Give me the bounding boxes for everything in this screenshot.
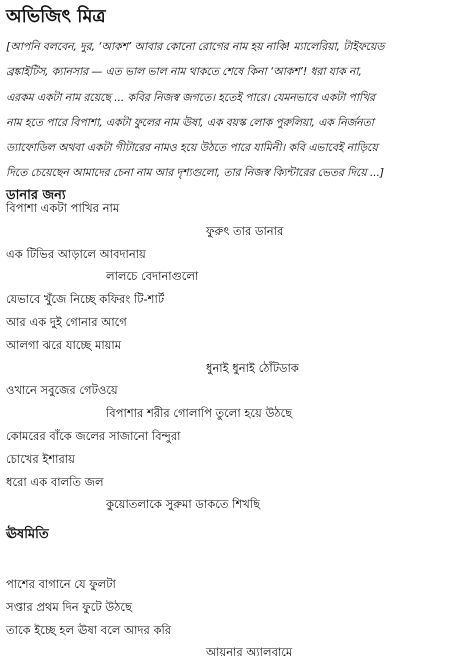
verse-line: ধরো এক বালতি জল <box>6 474 104 489</box>
verse-line: কুয়োতলাকে সুরুমা ডাকতে শিখছি <box>106 497 261 512</box>
verse-line: আর এক দুই গোনার আগে <box>6 314 127 329</box>
verse-line: যেভাবে খুঁজে নিচ্ছে কফিরং টি-শার্ট <box>6 292 165 307</box>
intro-line: [আপনি বলবেন, দুর, ‘আকশ’ আবার কোনো রোগের নাম হয় নাকি! ম্যালেরিয়া, টাইফয়েড <box>6 40 385 53</box>
verse-line: এক টিভির আড়ালে আবদানায় <box>6 246 146 261</box>
poem-title: ঊষমিতি <box>6 527 49 542</box>
intro-line: ড্যাফোডিল অথবা একটা গীটারের নামও হয়ে উঠতে পারে যামিনী। কবি এভাবেই নাড়িয়ে <box>6 141 378 155</box>
poem-verse <box>6 197 299 516</box>
verse-line: আয়নার অ্যালবামে <box>206 645 293 660</box>
verse-line: কোমরের বাঁকে জলের সাজানো বিন্দুরা <box>6 428 181 443</box>
verse-line: ফুরুৎ তার ডানার <box>206 223 284 238</box>
author-name: অভিজিৎ মিত্র <box>6 6 106 27</box>
poem-verse <box>6 573 292 664</box>
verse-line: তাকে ইচ্ছে হল ঊষা বলে আদর করি <box>6 622 172 637</box>
verse-line: বিপাশার শরীর গোলাপি তুলো হয়ে উঠছে <box>106 406 293 421</box>
verse-line: বিপাশা একটা পাখির নাম <box>6 201 120 215</box>
verse-line: লালচে বেদানাগুলো <box>106 269 199 284</box>
intro-line: নাম হতে পারে বিপাশা, একটা ফুলের নাম ঊষা, এক বয়স্ক লোক পুরুলিয়া, এক নির্জনতা <box>6 115 374 129</box>
intro-paragraph <box>6 34 456 186</box>
intro-line: এরকম একটা নাম রয়েছে ... কবির নিজস্ব জগতে। হতেই পারে। যেমনভাবে একটা পাখির <box>6 90 375 104</box>
verse-line: পাশের বাগানে যে ফুলটা <box>6 577 116 591</box>
intro-line: ব্রঙ্কাইটিস, ক্যানসার — এত ভাল ভাল নাম থাকতে শেষে কিনা ‘আকশ’! ধরা যাক না, <box>6 65 362 79</box>
intro-line: দিতে চেয়েছেন আমাদের চেনা নাম আর দৃশ্যগুলো, তার নিজস্ব ক্যিন্টারের ভেতর দিয়ে ...] <box>6 166 384 180</box>
verse-line: চোখের ইশারায় <box>6 451 75 466</box>
verse-line: ওখানে সবুজের গেটওয়ে <box>6 383 118 398</box>
poem-title: ডানার জন্য <box>6 188 66 203</box>
verse-line: ধুনাই ধুনাই ঠোঁটডাক <box>206 360 299 375</box>
verse-line: সপ্তার প্রথম দিন ফুটে উঠছে <box>6 599 132 614</box>
verse-line: আলগা ঝরে যাচ্ছে মায়াম <box>6 337 122 352</box>
